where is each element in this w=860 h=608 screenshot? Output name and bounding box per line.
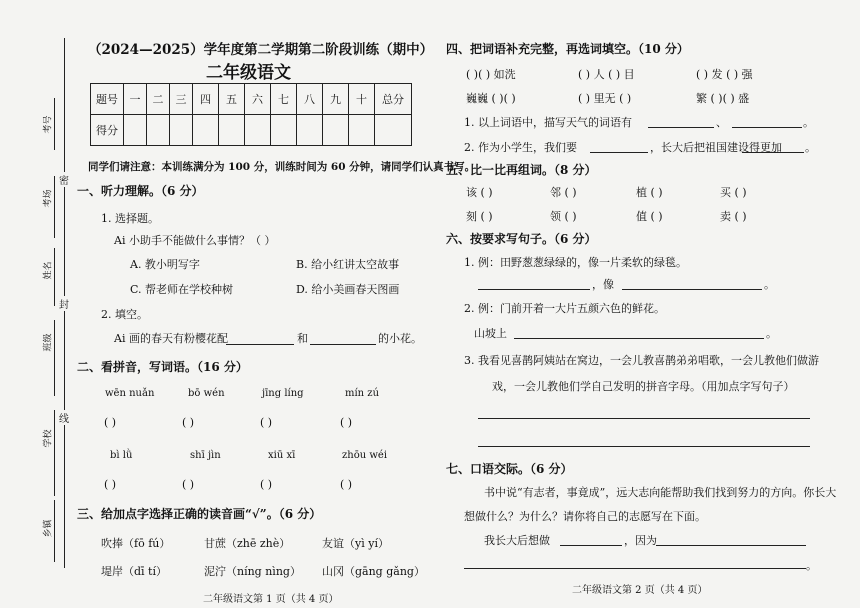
s1-q2-text-c: 的小花。	[378, 332, 422, 345]
s1-option-d[interactable]: D. 给小美画春天图画	[296, 283, 400, 296]
score-cell: 一	[124, 84, 147, 115]
answer-paren[interactable]: ( )	[340, 478, 353, 491]
section-7-heading: 七、口语交际。（6 分）	[446, 462, 573, 476]
score-cell: 九	[323, 84, 349, 115]
score-cell: 二	[147, 84, 170, 115]
score-input-cell[interactable]	[271, 115, 297, 146]
s4-q2-blank-1[interactable]	[590, 152, 648, 153]
page-footer-left: 二年级语文第 1 页（共 4 页）	[203, 594, 339, 605]
seal-char-mi: 密	[59, 172, 69, 187]
s7-fill-b: ，因为	[624, 534, 657, 547]
score-cell: 五	[219, 84, 245, 115]
s6-q2-fill: 山坡上	[474, 327, 507, 340]
pinyin: xiū xī	[268, 450, 296, 461]
s4-q1-text-a: 1. 以上词语中，描写天气的词语有	[464, 116, 632, 129]
exam-subtitle: 二年级语文	[206, 63, 291, 83]
answer-paren[interactable]: ( )	[104, 478, 117, 491]
pinyin: zhōu wéi	[342, 450, 388, 461]
s1-option-c[interactable]: C. 帮老师在学校种树	[130, 283, 234, 296]
period: 。	[764, 278, 775, 291]
compare-word-item[interactable]: 刻 ( )	[466, 210, 493, 223]
margin-label-kaochang: 考场	[43, 189, 54, 208]
idiom-blank[interactable]: ( ) 发 ( ) 强	[696, 68, 753, 81]
score-cell: 题号	[91, 84, 124, 115]
exam-notice: 同学们请注意：本训练满分为 100 分，训练时间为 60 分钟，请同学们认真书写。	[88, 161, 476, 173]
s1-q2-text-a: Ai 画的春天有粉樱花配	[114, 332, 228, 345]
compare-word-item[interactable]: 植 ( )	[636, 186, 663, 199]
s6-q3-line-1: 3. 我看见喜鹊阿姨站在窝边，一会儿教喜鹊弟弟唱歌，一会儿教他们做游	[464, 354, 819, 367]
section-3-heading: 三、给加点字选择正确的读音画“√”。（6 分）	[77, 507, 322, 521]
s6-q3-line-2: 戏，一会儿教他们学自己发明的拼音字母。（用加点字写句子）	[492, 380, 795, 393]
margin-field-name[interactable]	[54, 248, 55, 306]
s6-q1-blank-2[interactable]	[622, 289, 762, 290]
idiom-blank[interactable]: ( ) 人 ( ) 目	[578, 68, 635, 81]
score-input-cell[interactable]	[219, 115, 245, 146]
s6-q1-blank-1[interactable]	[478, 289, 590, 290]
margin-label-name: 姓名	[43, 261, 54, 280]
seal-char-xian: 线	[59, 410, 69, 425]
s6-q1: 1. 例：田野葱葱绿绿的，像一片柔软的绿毯。	[464, 256, 687, 269]
score-table-score-row	[91, 115, 412, 146]
seal-char-feng: 封	[59, 296, 69, 311]
section-2-heading: 二、看拼音，写词语。（16 分）	[77, 360, 248, 374]
s1-q1: 1. 选择题。	[101, 212, 159, 225]
compare-word-item[interactable]: 买 ( )	[720, 186, 747, 199]
answer-paren[interactable]: ( )	[340, 416, 353, 429]
score-input-cell[interactable]	[349, 115, 375, 146]
s6-q3-answer-line-1[interactable]	[478, 418, 810, 419]
section-5-heading: 五、比一比再组词。（8 分）	[446, 163, 597, 177]
answer-paren[interactable]: ( )	[182, 416, 195, 429]
s4-q2-blank-2[interactable]	[742, 152, 804, 153]
period: 。	[806, 559, 817, 572]
score-cell: 四	[193, 84, 219, 115]
s7-prompt-line-2: 想做什么？为什么？请你将自己的志愿写在下面。	[464, 510, 706, 523]
section-1-heading: 一、听力理解。（6 分）	[77, 184, 204, 198]
pronunciation-item[interactable]: 堤岸（dī tí）	[101, 565, 167, 578]
s4-q1-text-c: 。	[803, 116, 814, 129]
margin-label-school: 学校	[43, 429, 54, 448]
idiom-blank[interactable]: 巍巍 ( )( )	[466, 92, 516, 105]
pronunciation-item[interactable]: 友谊（yì yí）	[322, 537, 389, 550]
s4-q1-blank-2[interactable]	[732, 127, 802, 128]
pinyin: jīng líng	[262, 388, 304, 399]
s1-q2-blank-1[interactable]	[226, 344, 294, 345]
score-cell: 六	[245, 84, 271, 115]
pinyin: mín zú	[345, 388, 380, 399]
score-table-header-row	[91, 84, 412, 115]
pronunciation-item[interactable]: 泥泞（níng nìng）	[204, 565, 301, 578]
pinyin: wēn nuǎn	[105, 388, 155, 399]
answer-paren[interactable]: ( )	[260, 478, 273, 491]
section-6-heading: 六、按要求写句子。（6 分）	[446, 232, 597, 246]
score-row-label: 得分	[91, 115, 124, 146]
margin-field-school[interactable]	[54, 410, 55, 496]
exam-title: （2024—2025）学年度第二学期第二阶段训练（期中）	[88, 42, 434, 58]
s1-option-b[interactable]: B. 给小红讲太空故事	[296, 258, 400, 271]
score-input-cell[interactable]	[297, 115, 323, 146]
s7-fill-a: 我长大后想做	[484, 534, 550, 547]
s4-q2-text-c: 。	[805, 141, 816, 154]
s1-q2: 2. 填空。	[101, 308, 148, 321]
s6-q1-fill: ，像	[592, 278, 614, 291]
s6-q3-answer-line-2[interactable]	[478, 446, 810, 447]
pronunciation-item[interactable]: 吹捧（fō fú）	[101, 537, 171, 550]
answer-paren[interactable]: ( )	[182, 478, 195, 491]
idiom-blank[interactable]: ( ) 里无 ( )	[578, 92, 632, 105]
section-4-heading: 四、把词语补充完整，再选词填空。（10 分）	[446, 42, 689, 56]
s4-q1-blank-1[interactable]	[648, 127, 714, 128]
score-table	[90, 83, 412, 146]
compare-word-item[interactable]: 值 ( )	[636, 210, 663, 223]
s4-q1-text-b: 、	[716, 116, 727, 129]
s6-q2-blank[interactable]	[514, 338, 764, 339]
score-input-cell[interactable]	[323, 115, 349, 146]
s7-answer-line[interactable]	[464, 568, 806, 569]
score-input-cell[interactable]	[375, 115, 412, 146]
margin-label-class: 班级	[43, 333, 54, 352]
margin-field-class[interactable]	[54, 320, 55, 396]
score-cell: 七	[271, 84, 297, 115]
score-cell: 八	[297, 84, 323, 115]
s1-q2-text-b: 和	[297, 332, 308, 345]
s7-prompt-line-1: 书中说“有志者，事竟成”，远大志向能帮助我们找到努力的方向。你长大	[484, 486, 837, 499]
pinyin: bì lǜ	[110, 450, 133, 461]
margin-label-kaohao: 考号	[43, 115, 54, 134]
compare-word-item[interactable]: 邻 ( )	[550, 186, 577, 199]
idiom-blank[interactable]: 繁 ( )( ) 盛	[696, 92, 750, 105]
period: 。	[766, 327, 777, 340]
pronunciation-item[interactable]: 山冈（gāng gǎng）	[322, 565, 425, 578]
s1-option-a[interactable]: A. 教小明写字	[130, 258, 200, 271]
score-input-cell[interactable]	[245, 115, 271, 146]
s7-blank-1[interactable]	[560, 545, 622, 546]
pinyin: shī jìn	[190, 450, 221, 461]
idiom-blank[interactable]: ( )( ) 如洗	[466, 68, 516, 81]
s1-q1-question: Ai 小助手不能做什么事情？（ ）	[114, 234, 276, 247]
s4-q2-text-a: 2. 作为小学生，我们要	[464, 141, 577, 154]
pinyin: bō wén	[188, 388, 225, 399]
score-cell: 总分	[375, 84, 412, 115]
score-input-cell[interactable]	[147, 115, 170, 146]
score-input-cell[interactable]	[124, 115, 147, 146]
compare-word-item[interactable]: 卖 ( )	[720, 210, 747, 223]
score-input-cell[interactable]	[170, 115, 193, 146]
margin-field-kaochang[interactable]	[54, 176, 55, 238]
score-cell: 三	[170, 84, 193, 115]
s4-q2-text-b: ，长大后把祖国建设得更加	[650, 141, 782, 154]
s1-q2-blank-2[interactable]	[310, 344, 376, 345]
compare-word-item[interactable]: 领 ( )	[550, 210, 577, 223]
compare-word-item[interactable]: 该 ( )	[466, 186, 493, 199]
margin-label-town: 乡镇	[43, 519, 54, 538]
margin-field-town[interactable]	[54, 500, 55, 562]
answer-paren[interactable]: ( )	[260, 416, 273, 429]
answer-paren[interactable]: ( )	[104, 416, 117, 429]
page-footer-right: 二年级语文第 2 页（共 4 页）	[572, 585, 708, 596]
margin-field-kaohao[interactable]	[54, 98, 55, 150]
score-input-cell[interactable]	[193, 115, 219, 146]
s7-blank-2[interactable]	[656, 545, 806, 546]
pronunciation-item[interactable]: 甘蔗（zhē zhè）	[204, 537, 291, 550]
s6-q2: 2. 例：门前开着一大片五颜六色的鲜花。	[464, 302, 665, 315]
score-cell: 十	[349, 84, 375, 115]
